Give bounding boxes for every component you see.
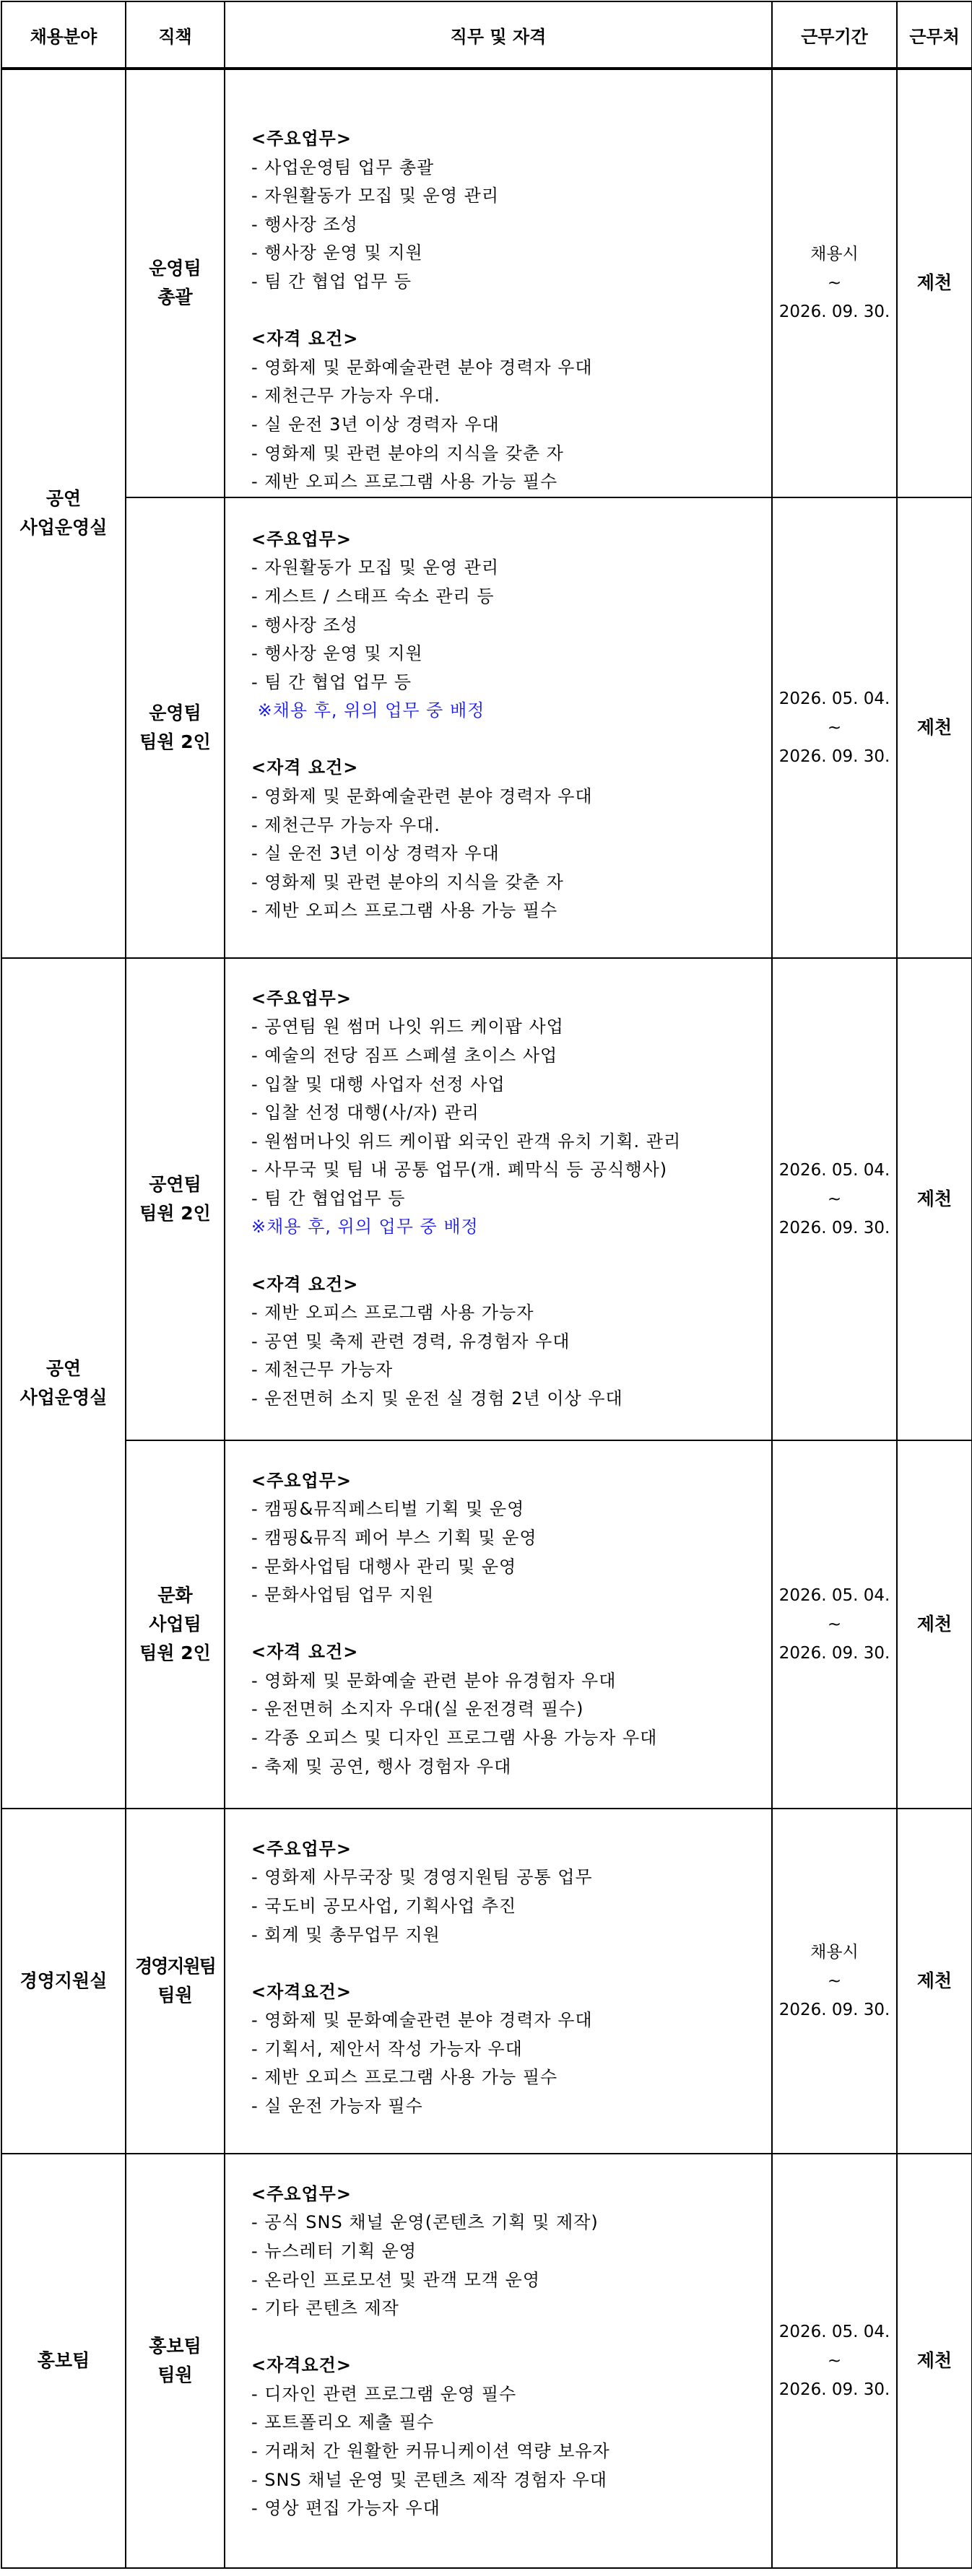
- duties-cell: [225, 1440, 772, 1809]
- duty-item: - 국도비 공모사업, 기획사업 추진: [251, 1895, 517, 1916]
- duty-item: - 행사장 운영 및 지원: [251, 243, 423, 264]
- duty-item: - 캠핑&뮤직 페어 부스 기획 및 운영: [251, 1527, 537, 1548]
- period-start: 2026. 05. 04.: [778, 689, 890, 708]
- qualification-item: - 실 운전 3년 이상 경력자 우대: [251, 843, 500, 864]
- field-cell: [1, 958, 126, 1809]
- table-row: [1, 958, 972, 1440]
- qualification-item: - 제천근무 가능자 우대.: [251, 814, 441, 835]
- period-cell: [772, 958, 897, 1440]
- qualifications-title: <자격 요건>: [251, 328, 359, 349]
- position-line: 경영지원팀: [135, 1955, 215, 1977]
- table-row: [1, 497, 972, 958]
- header-duties: 직무 및 자격: [225, 1, 772, 69]
- position-line: 사업팀: [149, 1613, 201, 1635]
- position-line: 운영팀: [149, 702, 201, 723]
- qualification-item: - 실 운전 3년 이상 경력자 우대: [251, 414, 500, 435]
- field-line: 홍보팀: [37, 2349, 90, 2371]
- main-duties-title: <주요업무>: [251, 129, 352, 149]
- qualifications-title: <자격 요건>: [251, 1274, 359, 1294]
- position-cell: [126, 1809, 225, 2154]
- assignment-note: ※채용 후, 위의 업무 중 배정: [251, 700, 485, 721]
- main-duties-title: <주요업무>: [251, 988, 352, 1009]
- field-line: 경영지원실: [19, 1970, 108, 1991]
- qualification-item: - 영화제 및 관련 분야의 지식을 갖춘 자: [251, 443, 564, 464]
- duty-item: - 자원활동가 모집 및 운영 관리: [251, 557, 500, 578]
- period-end: 2026. 09. 30.: [778, 2380, 890, 2399]
- position-cell: [126, 69, 225, 497]
- duty-item: - 행사장 운영 및 지원: [251, 643, 423, 664]
- period-cell: [772, 2154, 897, 2568]
- duty-item: - 공연팀 원 썸머 나잇 위드 케이팝 사업: [251, 1017, 564, 1037]
- qualifications-title: <자격요건>: [251, 2355, 352, 2376]
- qualification-item: - 영상 편집 가능자 우대: [251, 2498, 441, 2519]
- position-cell: [126, 2154, 225, 2568]
- period-start: 채용시: [810, 1942, 859, 1962]
- duty-item: - 온라인 프로모션 및 관객 모객 운영: [251, 2269, 541, 2290]
- main-duties-title: <주요업무>: [251, 1470, 352, 1491]
- qualification-item: - 제반 오피스 프로그램 사용 가능 필수: [251, 471, 558, 492]
- position-cell: [126, 497, 225, 958]
- qualification-item: - 제천근무 가능자 우대.: [251, 386, 441, 406]
- period-cell: [772, 1440, 897, 1809]
- duty-item: - 예술의 전당 짐프 스페셜 초이스 사업: [251, 1045, 558, 1066]
- duty-item: - 문화사업팀 업무 지원: [251, 1585, 435, 1606]
- main-duties-title: <주요업무>: [251, 528, 352, 549]
- field-line: 사업운영실: [19, 1386, 108, 1408]
- location-cell: 제천: [897, 958, 972, 1440]
- header-position: 직책: [126, 1, 225, 69]
- position-line: 총괄: [157, 287, 193, 308]
- header-row: [1, 1, 972, 69]
- duty-item: - 행사장 조성: [251, 214, 358, 235]
- period-start: 2026. 05. 04.: [778, 1160, 890, 1180]
- table-row: [1, 1440, 972, 1809]
- qualification-item: - 포트폴리오 제출 필수: [251, 2412, 435, 2433]
- field-cell: [1, 69, 126, 958]
- field-line: 사업운영실: [19, 517, 108, 539]
- duty-item: - 뉴스레터 기획 운영: [251, 2240, 417, 2261]
- duty-item: - 행사장 조성: [251, 614, 358, 635]
- table-row: [1, 69, 972, 497]
- duty-item: - 팀 간 협업 업무 등: [251, 271, 412, 292]
- period-separator: ~: [827, 1189, 842, 1209]
- table-row: [1, 2154, 972, 2568]
- duty-item: - 원썸머나잇 위드 케이팝 외국인 관객 유치 기획. 관리: [251, 1131, 682, 1152]
- period-end: 2026. 09. 30.: [778, 303, 890, 322]
- position-line: 팀원 2인: [139, 731, 211, 752]
- period-cell: [772, 497, 897, 958]
- position-cell: [126, 958, 225, 1440]
- qualification-item: - 디자인 관련 프로그램 운영 필수: [251, 2383, 517, 2404]
- qualification-item: - 제반 오피스 프로그램 사용 가능자: [251, 1302, 534, 1323]
- duties-cell: [225, 1809, 772, 2154]
- field-cell: [1, 2154, 126, 2568]
- period-separator: ~: [827, 1614, 842, 1634]
- main-duties-title: <주요업무>: [251, 1838, 352, 1859]
- duty-item: - 공식 SNS 채널 운영(콘텐츠 기획 및 제작): [251, 2212, 599, 2233]
- duties-cell: [225, 497, 772, 958]
- location-cell: 제천: [897, 2154, 972, 2568]
- duty-item: - 캠핑&뮤직페스티벌 기획 및 운영: [251, 1499, 525, 1520]
- period-end: 2026. 09. 30.: [778, 1643, 890, 1663]
- qualification-item: - 영화제 및 문화예술관련 분야 경력자 우대: [251, 786, 593, 807]
- qualification-item: - 영화제 및 문화예술관련 분야 경력자 우대: [251, 357, 593, 378]
- qualification-item: - 각종 오피스 및 디자인 프로그램 사용 가능자 우대: [251, 1728, 658, 1749]
- period-end: 2026. 09. 30.: [778, 747, 890, 766]
- qualifications-title: <자격 요건>: [251, 1642, 359, 1663]
- table-row: [1, 1809, 972, 2154]
- assignment-note: ※채용 후, 위의 업무 중 배정: [251, 1217, 479, 1237]
- position-line: 팀원 2인: [139, 1642, 211, 1663]
- position-line: 홍보팀: [149, 2335, 201, 2357]
- qualification-item: - 기획서, 제안서 작성 가능자 우대: [251, 2038, 523, 2059]
- duty-item: - 회계 및 총무업무 지원: [251, 1924, 441, 1945]
- qualification-item: - 운전면허 소지 및 운전 실 경험 2년 이상 우대: [251, 1388, 623, 1409]
- qualification-item: - 실 운전 가능자 필수: [251, 2096, 423, 2117]
- position-line: 팀원 2인: [139, 1202, 211, 1224]
- field-cell: [1, 1809, 126, 2154]
- duty-item: - 팀 간 협업 업무 등: [251, 671, 412, 692]
- location-cell: 제천: [897, 1440, 972, 1809]
- duties-cell: [225, 2154, 772, 2568]
- header-field: 채용분야: [1, 1, 126, 69]
- qualification-item: - 제천근무 가능자: [251, 1359, 394, 1380]
- location-cell: 제천: [897, 1809, 972, 2154]
- field-line: 공연: [45, 1357, 82, 1379]
- qualifications-title: <자격 요건>: [251, 757, 359, 778]
- position-line: 운영팀: [149, 258, 201, 279]
- duty-item: - 입찰 및 대행 사업자 선정 사업: [251, 1074, 505, 1095]
- location-cell: 제천: [897, 69, 972, 497]
- duty-item: - 사업운영팀 업무 총괄: [251, 157, 435, 178]
- qualification-item: - 영화제 및 관련 분야의 지식을 갖춘 자: [251, 871, 564, 892]
- period-start: 채용시: [810, 245, 859, 264]
- period-start: 2026. 05. 04.: [778, 2322, 890, 2341]
- period-end: 2026. 09. 30.: [778, 2000, 890, 2019]
- period-start: 2026. 05. 04.: [778, 1585, 890, 1605]
- header-location: 근무처: [897, 1, 972, 69]
- duty-item: - 자원활동가 모집 및 운영 관리: [251, 186, 500, 206]
- period-cell: [772, 69, 897, 497]
- qualification-item: - 제반 오피스 프로그램 사용 가능 필수: [251, 2067, 558, 2088]
- qualification-item: - 제반 오피스 프로그램 사용 가능 필수: [251, 900, 558, 921]
- position-line: 팀원: [157, 2364, 193, 2385]
- recruitment-table: [1, 1, 972, 2569]
- duty-item: - 게스트 / 스태프 숙소 관리 등: [251, 586, 495, 606]
- duty-item: - 입찰 선정 대행(사/자) 관리: [251, 1102, 480, 1123]
- period-separator: ~: [827, 2351, 842, 2370]
- period-separator: ~: [827, 274, 842, 293]
- qualification-item: - 영화제 및 문화예술관련 분야 경력자 우대: [251, 2010, 593, 2031]
- duty-item: - 기타 콘텐츠 제작: [251, 2298, 399, 2319]
- header-period: 근무기간: [772, 1, 897, 69]
- qualification-item: - 축제 및 공연, 행사 경험자 우대: [251, 1756, 512, 1777]
- duty-item: - 팀 간 협업업무 등: [251, 1188, 406, 1209]
- duty-item: - 영화제 사무국장 및 경영지원팀 공통 업무: [251, 1867, 593, 1888]
- qualification-item: - 거래처 간 원활한 커뮤니케이션 역량 보유자: [251, 2441, 610, 2462]
- field-line: 공연: [45, 488, 82, 510]
- main-duties-title: <주요업무>: [251, 2183, 352, 2204]
- period-separator: ~: [827, 718, 842, 737]
- position-line: 팀원: [157, 1984, 193, 2006]
- qualification-item: - 공연 및 축제 관련 경력, 유경험자 우대: [251, 1331, 570, 1352]
- period-separator: ~: [827, 1971, 842, 1990]
- duties-cell: [225, 69, 772, 497]
- duty-item: - 사무국 및 팀 내 공통 업무(개. 폐막식 등 공식행사): [251, 1159, 668, 1180]
- qualifications-title: <자격요건>: [251, 1981, 352, 2002]
- position-line: 문화: [157, 1584, 193, 1606]
- location-cell: 제천: [897, 497, 972, 958]
- qualification-item: - SNS 채널 운영 및 콘텐츠 제작 경험자 우대: [251, 2469, 607, 2490]
- period-cell: [772, 1809, 897, 2154]
- duties-cell: [225, 958, 772, 1440]
- position-line: 공연팀: [149, 1173, 201, 1195]
- duty-item: - 문화사업팀 대행사 관리 및 운영: [251, 1556, 517, 1577]
- qualification-item: - 운전면허 소지자 우대(실 운전경력 필수): [251, 1699, 584, 1720]
- position-cell: [126, 1440, 225, 1809]
- period-end: 2026. 09. 30.: [778, 1218, 890, 1237]
- qualification-item: - 영화제 및 문화예술 관련 분야 유경험자 우대: [251, 1670, 617, 1691]
